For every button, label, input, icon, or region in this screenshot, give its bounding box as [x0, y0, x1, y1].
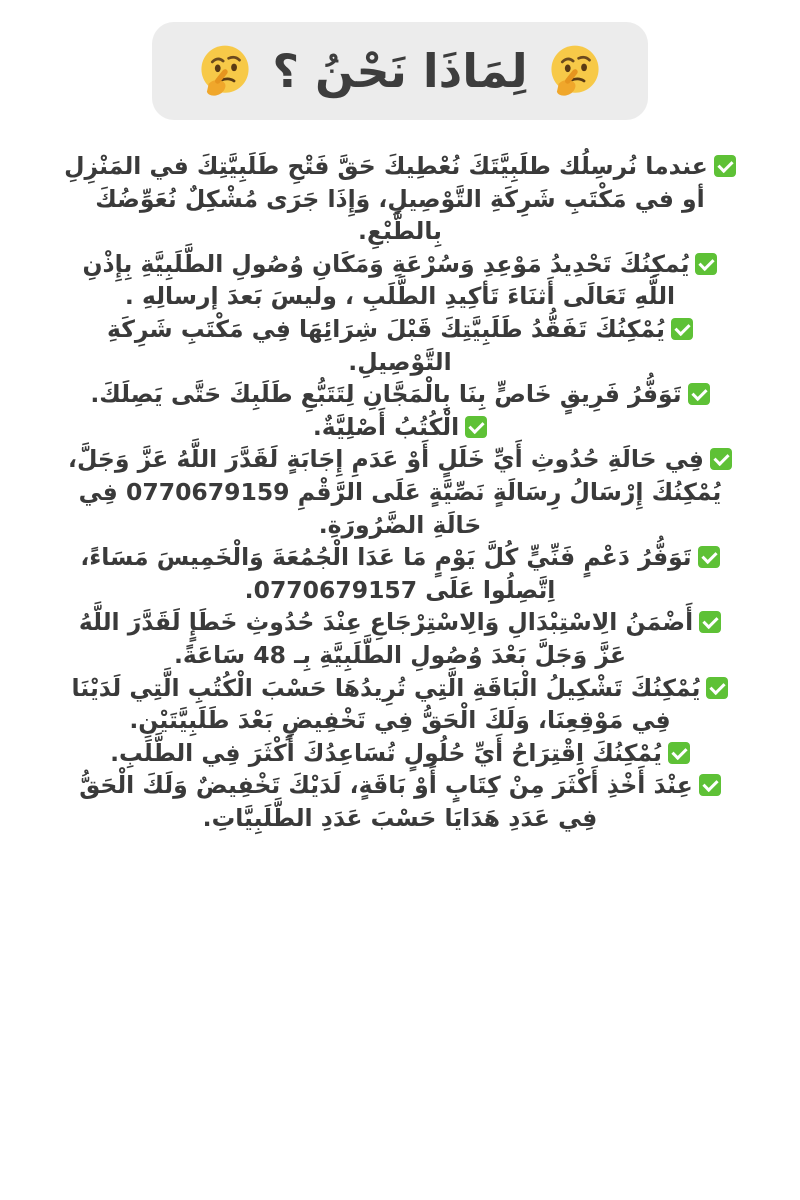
- check-mark-icon: [465, 416, 487, 438]
- page-title: لِمَاذَا نَحْنُ ؟: [272, 44, 528, 98]
- features-list: [60, 150, 740, 834]
- check-mark-icon: [698, 546, 720, 568]
- title-banner: [152, 22, 648, 120]
- list-item: [60, 541, 740, 606]
- item-text: فِي حَالَةِ حُدُوثِ أَيِّ خَلَلٍ أَوْ عَدَمِ إِجَابَةٍ لَقَدَّرَ اللَّهُ عَزَّ وَجَلَّ، يُمْكِنُكَ إِرْسَالُ رِسَالَةٍ نَصِّيَّةٍ عَلَى الرَّقْمِ 0770679159 فِي حَالَةِ الضَّرُورَةِ.: [68, 445, 722, 539]
- list-item: [60, 248, 740, 313]
- check-mark-icon: [699, 611, 721, 633]
- item-text: عندما نُرسِلُك طلَبِيَّتَكَ نُعْطِيكَ حَقَّ فَتْحِ طَلَبِيَّتِكَ في المَنْزِلِ أو في مَكْتَبِ شَرِكَةِ التَّوْصِيلِ، وَإِذَا جَرَى مُشْكِلٌ نُعَوِّضُكَ بِالطَّبْعِ.: [64, 152, 708, 246]
- list-item: [60, 443, 740, 541]
- list-item: [60, 672, 740, 737]
- list-item: [60, 737, 740, 770]
- item-text: أَضْمَنُ الِاسْتِبْدَالِ وَالِاسْتِرْجَاعِ عِنْدَ حُدُوثِ خَطَإٍ لَقَدَّرَ اللَّهُ عَزَّ وَجَلَّ بَعْدَ وُصُولِ الطَّلَبِيَّةِ بِـ 48 سَاعَةً.: [78, 608, 694, 669]
- check-mark-icon: [699, 774, 721, 796]
- thinking-face-icon: [546, 42, 604, 100]
- item-text: يُمكِنُكَ تَحْدِيدُ مَوْعِدِ وَسُرْعَةِ وَمَكَانِ وُصُولِ الطَّلَبِيَّةِ بِإِذْنِ اللَّهِ تَعَالَى أَثنَاءَ تَأكِيدِ الطَّلَبِ ، وليسَ بَعدَ إرسالِهِ .: [82, 249, 690, 311]
- check-mark-icon: [714, 155, 736, 177]
- list-item: [60, 313, 740, 378]
- check-mark-icon: [688, 383, 710, 405]
- check-mark-icon: [710, 448, 732, 470]
- check-mark-icon: [695, 253, 717, 275]
- check-mark-icon: [668, 742, 690, 764]
- list-item: [60, 411, 740, 444]
- item-text: عِنْدَ أَخْذِ أَكْثَرَ مِنْ كِتَابٍ أَوْ بَاقَةٍ، لَدَيْكَ تَخْفِيضٌ وَلَكَ الْحَقُّ فِي عَدَدِ هَدَايَا حَسْبَ عَدَدِ الطَّلَبِيَّاتِ.: [79, 771, 693, 832]
- list-item: [60, 150, 740, 248]
- check-mark-icon: [706, 677, 728, 699]
- list-item: [60, 606, 740, 671]
- item-text: تَوَفُّرُ فَرِيقٍ خَاصٍّ بِنَا بِالْمَجَّانِ لِتَتَبُّعِ طَلَبِكَ حَتَّى يَصِلَكَ.: [90, 380, 682, 409]
- list-item: [60, 769, 740, 834]
- item-text: يُمْكِنُكَ تَشْكِيلُ الْبَاقَةِ الَّتِي تُرِيدُهَا حَسْبَ الْكُتُبِ الَّتِي لَدَيْنَا فِي مَوْقِعِنَا، وَلَكَ الْحَقُّ فِي تَخْفِيضٍ بَعْدَ طَلَبِيَّتَيْنِ.: [71, 673, 701, 735]
- item-text: يُمْكِنُكَ تَفَقُّدُ طَلَبِيَّتِكَ قَبْلَ شِرَائِهَا فِي مَكْتَبِ شَرِكَةِ التَّوْصِيلِ.: [107, 314, 665, 376]
- item-text: الْكُتُبُ أَصْلِيَّةٌ.: [312, 412, 460, 441]
- thinking-face-icon: [196, 42, 254, 100]
- check-mark-icon: [671, 318, 693, 340]
- item-text: يُمْكِنُكَ اِقْتِرَاحُ أَيِّ حُلُولٍ تُسَاعِدُكَ أَكْثَرَ فِي الطَّلَبِ.: [110, 738, 662, 767]
- item-text: تَوَفُّرُ دَعْمٍ فَنِّيٍّ كُلَّ يَوْمٍ مَا عَدَا الْجُمُعَةَ وَالْخَمِيسَ مَسَاءً، اِتَّصِلُوا عَلَى 0770679157.: [80, 543, 692, 604]
- list-item: [60, 378, 740, 411]
